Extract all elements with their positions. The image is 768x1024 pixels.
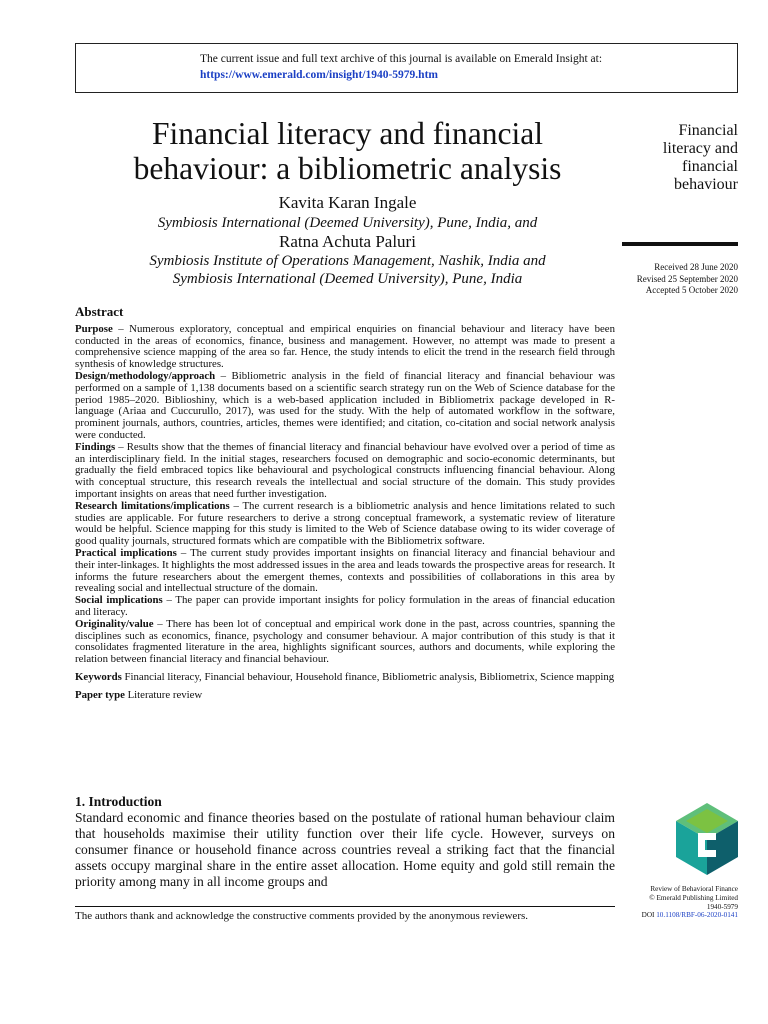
running-head-line: Financial xyxy=(678,122,738,139)
paper-title xyxy=(75,116,620,186)
section-text: – There has been lot of conceptual and empirical work done in the past, across countries, spanning the disciplines such as economics, finance, psychology and consumer behaviour. A major contribution of this study is that it consolidates fragmented literature in the area, highlights significant sources, authors and documents, while exploring the relation between financial literacy and financial behaviour. xyxy=(75,617,615,666)
section-label: Findings xyxy=(75,440,116,453)
received-date: Received 28 June 2020 xyxy=(654,262,738,272)
section-label: Research limitations/implications xyxy=(75,499,230,512)
section-label: Social implications xyxy=(75,594,163,607)
title-line-2: behaviour: a bibliometric analysis xyxy=(133,151,562,186)
author-2-name: Ratna Achuta Paluri xyxy=(279,232,416,251)
paper-type-label: Paper type xyxy=(75,688,125,701)
abstract-findings xyxy=(75,442,615,501)
keywords-text: Financial literacy, Financial behaviour, Household finance, Bibliometric analysis, Bibliometrix, Science mapping xyxy=(121,670,615,683)
revised-date: Revised 25 September 2020 xyxy=(636,273,738,284)
section-text: – The paper can provide important insights for policy formulation in the areas of financial education and literacy. xyxy=(75,594,615,618)
running-head-line: literacy and xyxy=(662,140,738,157)
journal-name: Review of Behavioral Finance xyxy=(650,885,738,893)
abstract-originality xyxy=(75,619,615,666)
footnote: The authors thank and acknowledge the constructive comments provided by the anonymous reviewers. xyxy=(75,910,529,922)
doi-label: DOI xyxy=(641,911,657,920)
publication-info xyxy=(610,885,738,920)
abstract-heading: Abstract xyxy=(75,304,124,319)
journal-archive-link[interactable]: https://www.emerald.com/insight/1940-5979.htm xyxy=(200,69,438,81)
abstract-purpose xyxy=(75,324,615,371)
notice-box xyxy=(75,43,738,93)
notice-text: The current issue and full text archive of this journal is available on Emerald Insight at: xyxy=(200,53,603,65)
history-dates xyxy=(600,262,738,297)
running-head-rule xyxy=(622,242,738,246)
abstract-limitations xyxy=(75,501,615,548)
section-text: – Numerous exploratory, conceptual and empirical enquiries on financial behaviour and literacy have been conducted in the areas of economics, finance, business and management. However, no attempt was made to present a comprehensive science mapping of the area so far. Hence, the study intends to elicit the trend in the research field through synthesis of knowledge structures. xyxy=(75,322,615,371)
affiliation-line: Symbiosis International (Deemed University), Pune, India xyxy=(172,271,523,287)
paper-type-text: Literature review xyxy=(124,688,203,701)
running-head-line: behaviour xyxy=(674,176,738,193)
keywords-label: Keywords xyxy=(75,670,122,683)
running-head-line: financial xyxy=(682,158,738,175)
section-label: Practical implications xyxy=(75,546,177,559)
title-line-1: Financial literacy and financial xyxy=(152,116,543,151)
section-text: – Bibliometric analysis in the field of financial literacy and financial behaviour was performed on a sample of 1,138 documents based on a scientific search strategy run on the Web of Science database for the period 1985–2020. Biblioshiny, which is a web-based application included in Bibliometrix package developed in R-language (Ariaa and Cuccurullo, 2017), was used for the study. With the help of automated workflow in the software, prominent journals, authors, countries, articles, themes were identified; and citation, co-citation and social network analysis were conducted. xyxy=(75,369,615,441)
issn: 1940-5979 xyxy=(706,902,738,911)
accepted-date: Accepted 5 October 2020 xyxy=(645,285,738,295)
intro-heading: 1. Introduction xyxy=(75,794,162,809)
footnote-rule xyxy=(75,906,615,907)
doi-link[interactable]: 10.1108/RBF-06-2020-0141 xyxy=(656,911,738,920)
paper-type xyxy=(75,690,615,702)
section-label: Purpose xyxy=(75,322,113,335)
author-1-affiliation xyxy=(75,214,620,232)
journal-logo-icon xyxy=(676,803,738,875)
affiliation-line: Symbiosis International (Deemed University), Pune, India, and xyxy=(157,215,538,231)
section-text: – Results show that the themes of financial literacy and financial behaviour have evolved over a period of time as an interdisciplinary field. In the initial stages, researchers focused on demographic and socio-economic determinants, but gradually the field embraced topics like behavioural and psychological constructs influencing financial behaviour. Along with conceptual structure, this research reveals the intellectual and social structure of the domain. This study provides important insights on areas that need further investigation. xyxy=(75,440,615,500)
running-head xyxy=(622,122,738,194)
intro-body: Standard economic and finance theories based on the postulate of rational human behaviour claim that households maximise their utility function over their life cycle. However, surveys on consumer finance or household finance across countries reveal a striking fact that the financial assets occupy marginal share in the entire asset allocation. Home equity and gold still remain the priority among many in all income groups and xyxy=(75,810,615,889)
author-1-name: Kavita Karan Ingale xyxy=(278,193,417,212)
keywords xyxy=(75,672,615,684)
abstract xyxy=(75,306,615,702)
doi-line xyxy=(610,911,738,920)
affiliation-line: Symbiosis Institute of Operations Management, Nashik, India and xyxy=(149,253,546,269)
section-text: – The current research is a bibliometric analysis and hence limitations related to such studies are applicable. For future researchers to derive a strong conceptual framework, a systematic review of literature would be helpful. Science mapping for this study is limited to the Web of Science database owing to its wider coverage of good quality journals, structured formats which are compatible with the Bibliometrix software. xyxy=(75,499,615,548)
abstract-design xyxy=(75,371,615,442)
section-label: Design/methodology/approach xyxy=(75,369,216,382)
abstract-practical xyxy=(75,548,615,595)
section-label: Originality/value xyxy=(75,617,154,630)
publisher: © Emerald Publishing Limited xyxy=(649,893,738,902)
abstract-social xyxy=(75,595,615,619)
section-text: – The current study provides important insights on financial literacy and financial behaviour and their inter-linkages. It highlights the most addressed issues in the area and leads towards the prospective areas for research. It informs the future researchers about the emergent themes, contexts and possibilities of collaborations in this area by revealing social and intellectual structure of the domain. xyxy=(75,546,616,595)
author-2-affiliation xyxy=(75,252,620,288)
